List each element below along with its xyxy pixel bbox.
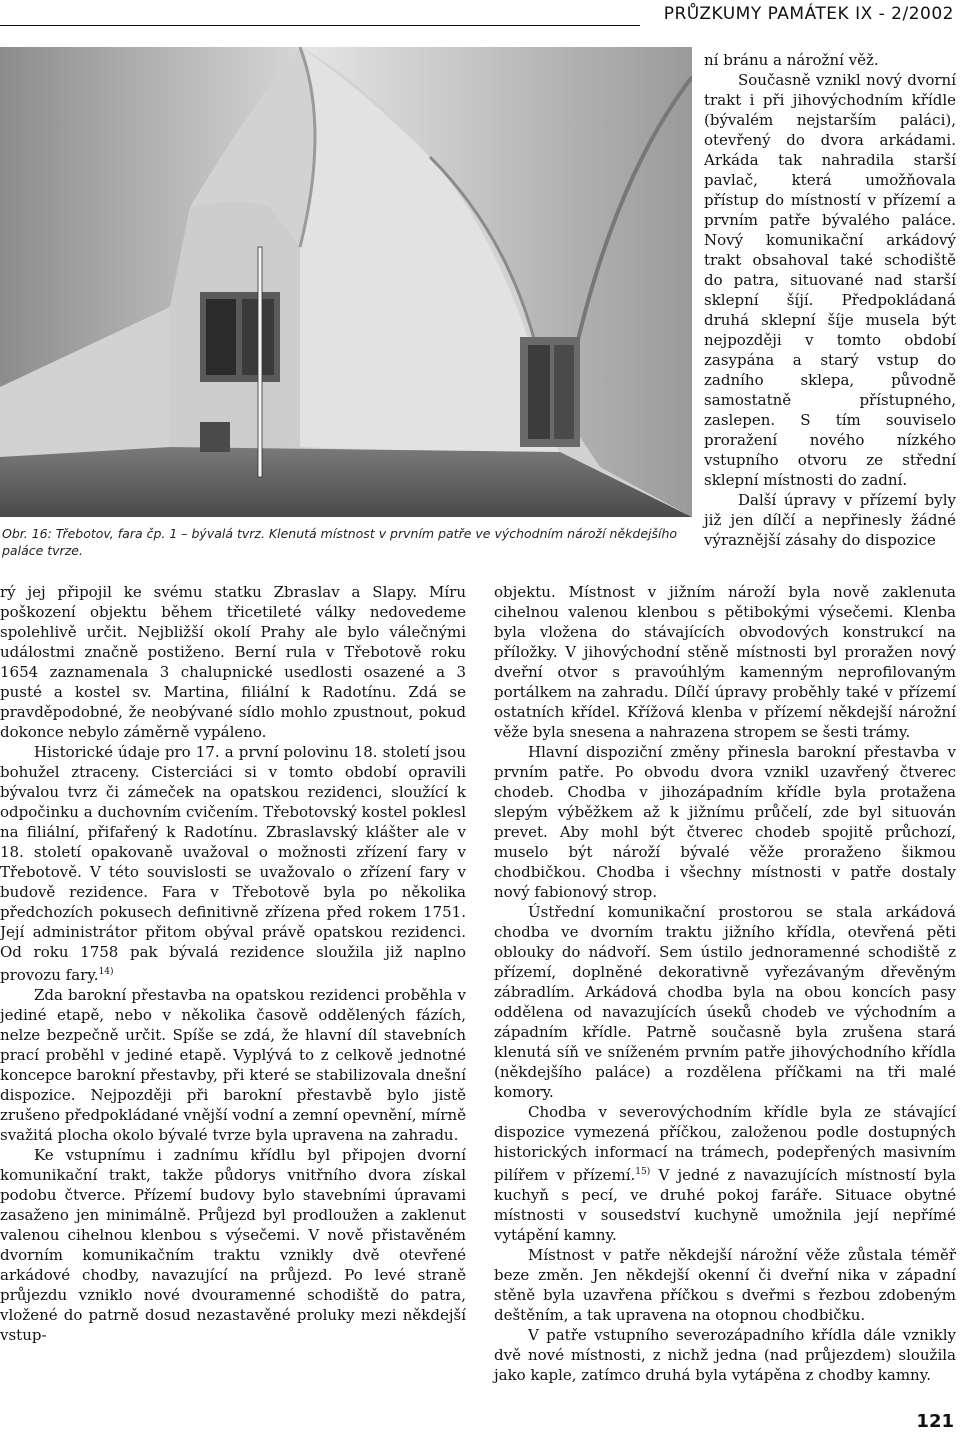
figure-photo-vaulted-room [0, 47, 692, 517]
paragraph: rý jej připojil ke svému statku Zbraslav a Slapy. Míru poškození objektu během třicetileté války nedovedeme spolehlivě určit. Nejbližší okolí Prahy ale bylo válečnými událostmi značně postiženo. Berní rula v Třebotově roku 1654 zaznamenala 3 chalupnické usedlosti osazené a 3 pusté a kostel sv. Martina, filiální k Radotínu. Zdá se pravděpodobné, že neobývané sídlo mohlo zpustnout, pokud dokonce nebylo záměrně vypáleno. [0, 583, 466, 741]
paragraph-text: Historické údaje pro 17. a první polovinu 18. století jsou bohužel ztraceny. Cisterciáci si v tomto období opravili bývalou tvrz či zámeček na opatskou rezidenci, sloužící k odpočinku a duchovním cvičením. Třebotovský kostel poklesl na filiální, přifařený k Radotínu. Zbraslavský klášter ale v 18. století opakovaně uvažoval o možnosti zřízení fary v Třebotově. V této souvislosti se uvažovalo o zřízení fary v budově rezidence. Fara v Třebotově byla po několika předchozích pokusech definitivně zřízena před rokem 1751. Její administrátor přitom obýval právě opatskou rezidenci. Od roku 1758 pak bývalá rezidence sloužila již naplno provozu fary. [0, 743, 466, 984]
paragraph: Další úpravy v přízemí byly již jen dílčí a nepřinesly žádné výraznější zásahy do dispozice [704, 491, 956, 549]
running-header [0, 0, 960, 34]
text-column-top-right [704, 50, 956, 550]
figure-caption: Obr. 16: Třebotov, fara čp. 1 – bývalá tvrz. Klenutá místnost v prvním patře ve východním nároží někdejšího paláce tvrze. [2, 526, 678, 558]
vaulted-room-photo-illustration [0, 47, 692, 517]
header-rule [0, 25, 640, 26]
journal-title: PRŮZKUMY PAMÁTEK IX - 2/2002 [663, 4, 954, 24]
paragraph-text: V jedné z navazujících místností byla kuchyň s pecí, ve druhé pokoj faráře. Situace obytné místnosti v sousedství kuchyně umožnila její nepřímé vytápění kamny. [494, 1166, 956, 1244]
footnote-ref: 15) [635, 1167, 651, 1177]
paragraph: objektu. Místnost v jižním nároží byla nově zaklenuta cihelnou valenou klenbou s pětibokými výsečemi. Klenba byla vložena do stávajících obvodových konstrukcí na příložky. V jihovýchodní stěně místnosti byl proražen nový dveřní otvor s pravoúhlým kamenným neprofilovaným portálkem na zahradu. Dílčí úpravy proběhly také v přízemí ostatních křídel. Křížová klenba v přízemí někdejší nárožní věže byla snesena a nahrazena stropem se šesti trámy. [494, 583, 956, 741]
text-column-left [0, 582, 466, 1345]
paragraph: Místnost v patře někdejší nárožní věže zůstala téměř beze změn. Jen někdejší okenní či dveřní nika v západní stěně byla uzavřena příčkou s dveřmi s řezbou zdobeným deštěním, a tak upravena na otopnou chodbičku. [494, 1246, 956, 1324]
paragraph: Současně vznikl nový dvorní trakt i při jihovýchodním křídle (bývalém nejstarším paláci), otevřený do dvora arkádami. Arkáda tak nahradila starší pavlač, která umožňovala přístup do místností v přízemí a prvním patře bývalého paláce. Nový komunikační arkádový trakt obsahoval také schodiště do patra, situované nad starší sklepní šíjí. Předpokládaná druhá sklepní šíje musela být nejpozději v tomto období zasypána a starý vstup do zadního sklepa, původně samostatně přístupného, zaslepen. S tím souviselo proražení nového nízkého vstupního otvoru ze střední sklepní místnosti do zadní. [704, 71, 956, 489]
paragraph: Zda barokní přestavba na opatskou rezidenci proběhla v jediné etapě, nebo v několika časově oddělených fázích, nelze bezpečně určit. Spíše se zdá, že hlavní díl stavebních prací proběhl v jediné etapě. Vyplývá to z celkově jednotné koncepce barokní přestavby, při které se stabilizovala dnešní dispozice. Nejpozději při barokní přestavbě bylo jistě zrušeno předpokládané vnější vodní a zemní opevnění, mírně svažitá plocha okolo bývalé tvrze byla upravena na zahradu. [0, 986, 466, 1144]
text-column-right [494, 582, 956, 1385]
paragraph [0, 742, 466, 985]
footnote-ref: 14) [98, 967, 114, 977]
paragraph: Ústřední komunikační prostorou se stala arkádová chodba ve dvorním traktu jižního křídla, otevřená pěti oblouky do nádvoří. Sem ústilo jednoramenné schodiště z přízemí, doplněné dekorativně vyřezávaným dřevěným zábradlím. Arkádová chodba byla na obou koncích pasy oddělena od navazujících úseků chodeb ve východním a západním křídle. Patrně současně byla zrušena stará klenutá síň ve sníženém prvním patře jihovýchodního křídla (někdejšího paláce) a rozdělena příčkami na tři malé komory. [494, 903, 956, 1101]
paragraph [494, 1102, 956, 1245]
paragraph: V patře vstupního severozápadního křídla dále vznikly dvě nové místnosti, z nichž jedna (nad průjezdem) sloužila jako kaple, zatímco druhá byla vytápěna z chodby kamny. [494, 1326, 956, 1384]
paragraph: ní bránu a nárožní věž. [704, 51, 879, 69]
paragraph-text: Chodba v severovýchodním křídle byla ze stávající dispozice vymezená příčkou, založenou podle dostupných historických informací na trámech, podepřených masivním pilířem v přízemí. [494, 1103, 956, 1184]
page-number: 121 [916, 1411, 954, 1432]
paragraph: Hlavní dispoziční změny přinesla barokní přestavba v prvním patře. Po obvodu dvora vznikl uzavřený čtverec chodeb. Chodba v jihozápadním křídle byla protažena slepým výběžkem až k jižnímu průčelí, zde byl situován prevet. Aby mohl být čtverec chodeb spojitě průchozí, muselo být nároží bývalé věže proraženo šikmou chodbičkou. Chodba i všechny místnosti v patře dostaly nový fabionový strop. [494, 743, 956, 901]
paragraph: Ke vstupnímu i zadnímu křídlu byl připojen dvorní komunikační trakt, takže půdorys vnitřního dvora získal podobu čtverce. Přízemí budovy bylo stavebními úpravami zasaženo jen minimálně. Průjezd byl prodloužen a zaklenut valenou cihelnou klenbou s výsečemi. V nově přistavěném dvorním komunikačním traktu vznikly dvě otevřené arkádové chodby, navazující na průjezd. Po levé straně průjezdu vzniklo nové dvouramenné schodiště do patra, vložené do patrně dosud nezastavěné proluky mezi někdejší vstup- [0, 1146, 466, 1344]
